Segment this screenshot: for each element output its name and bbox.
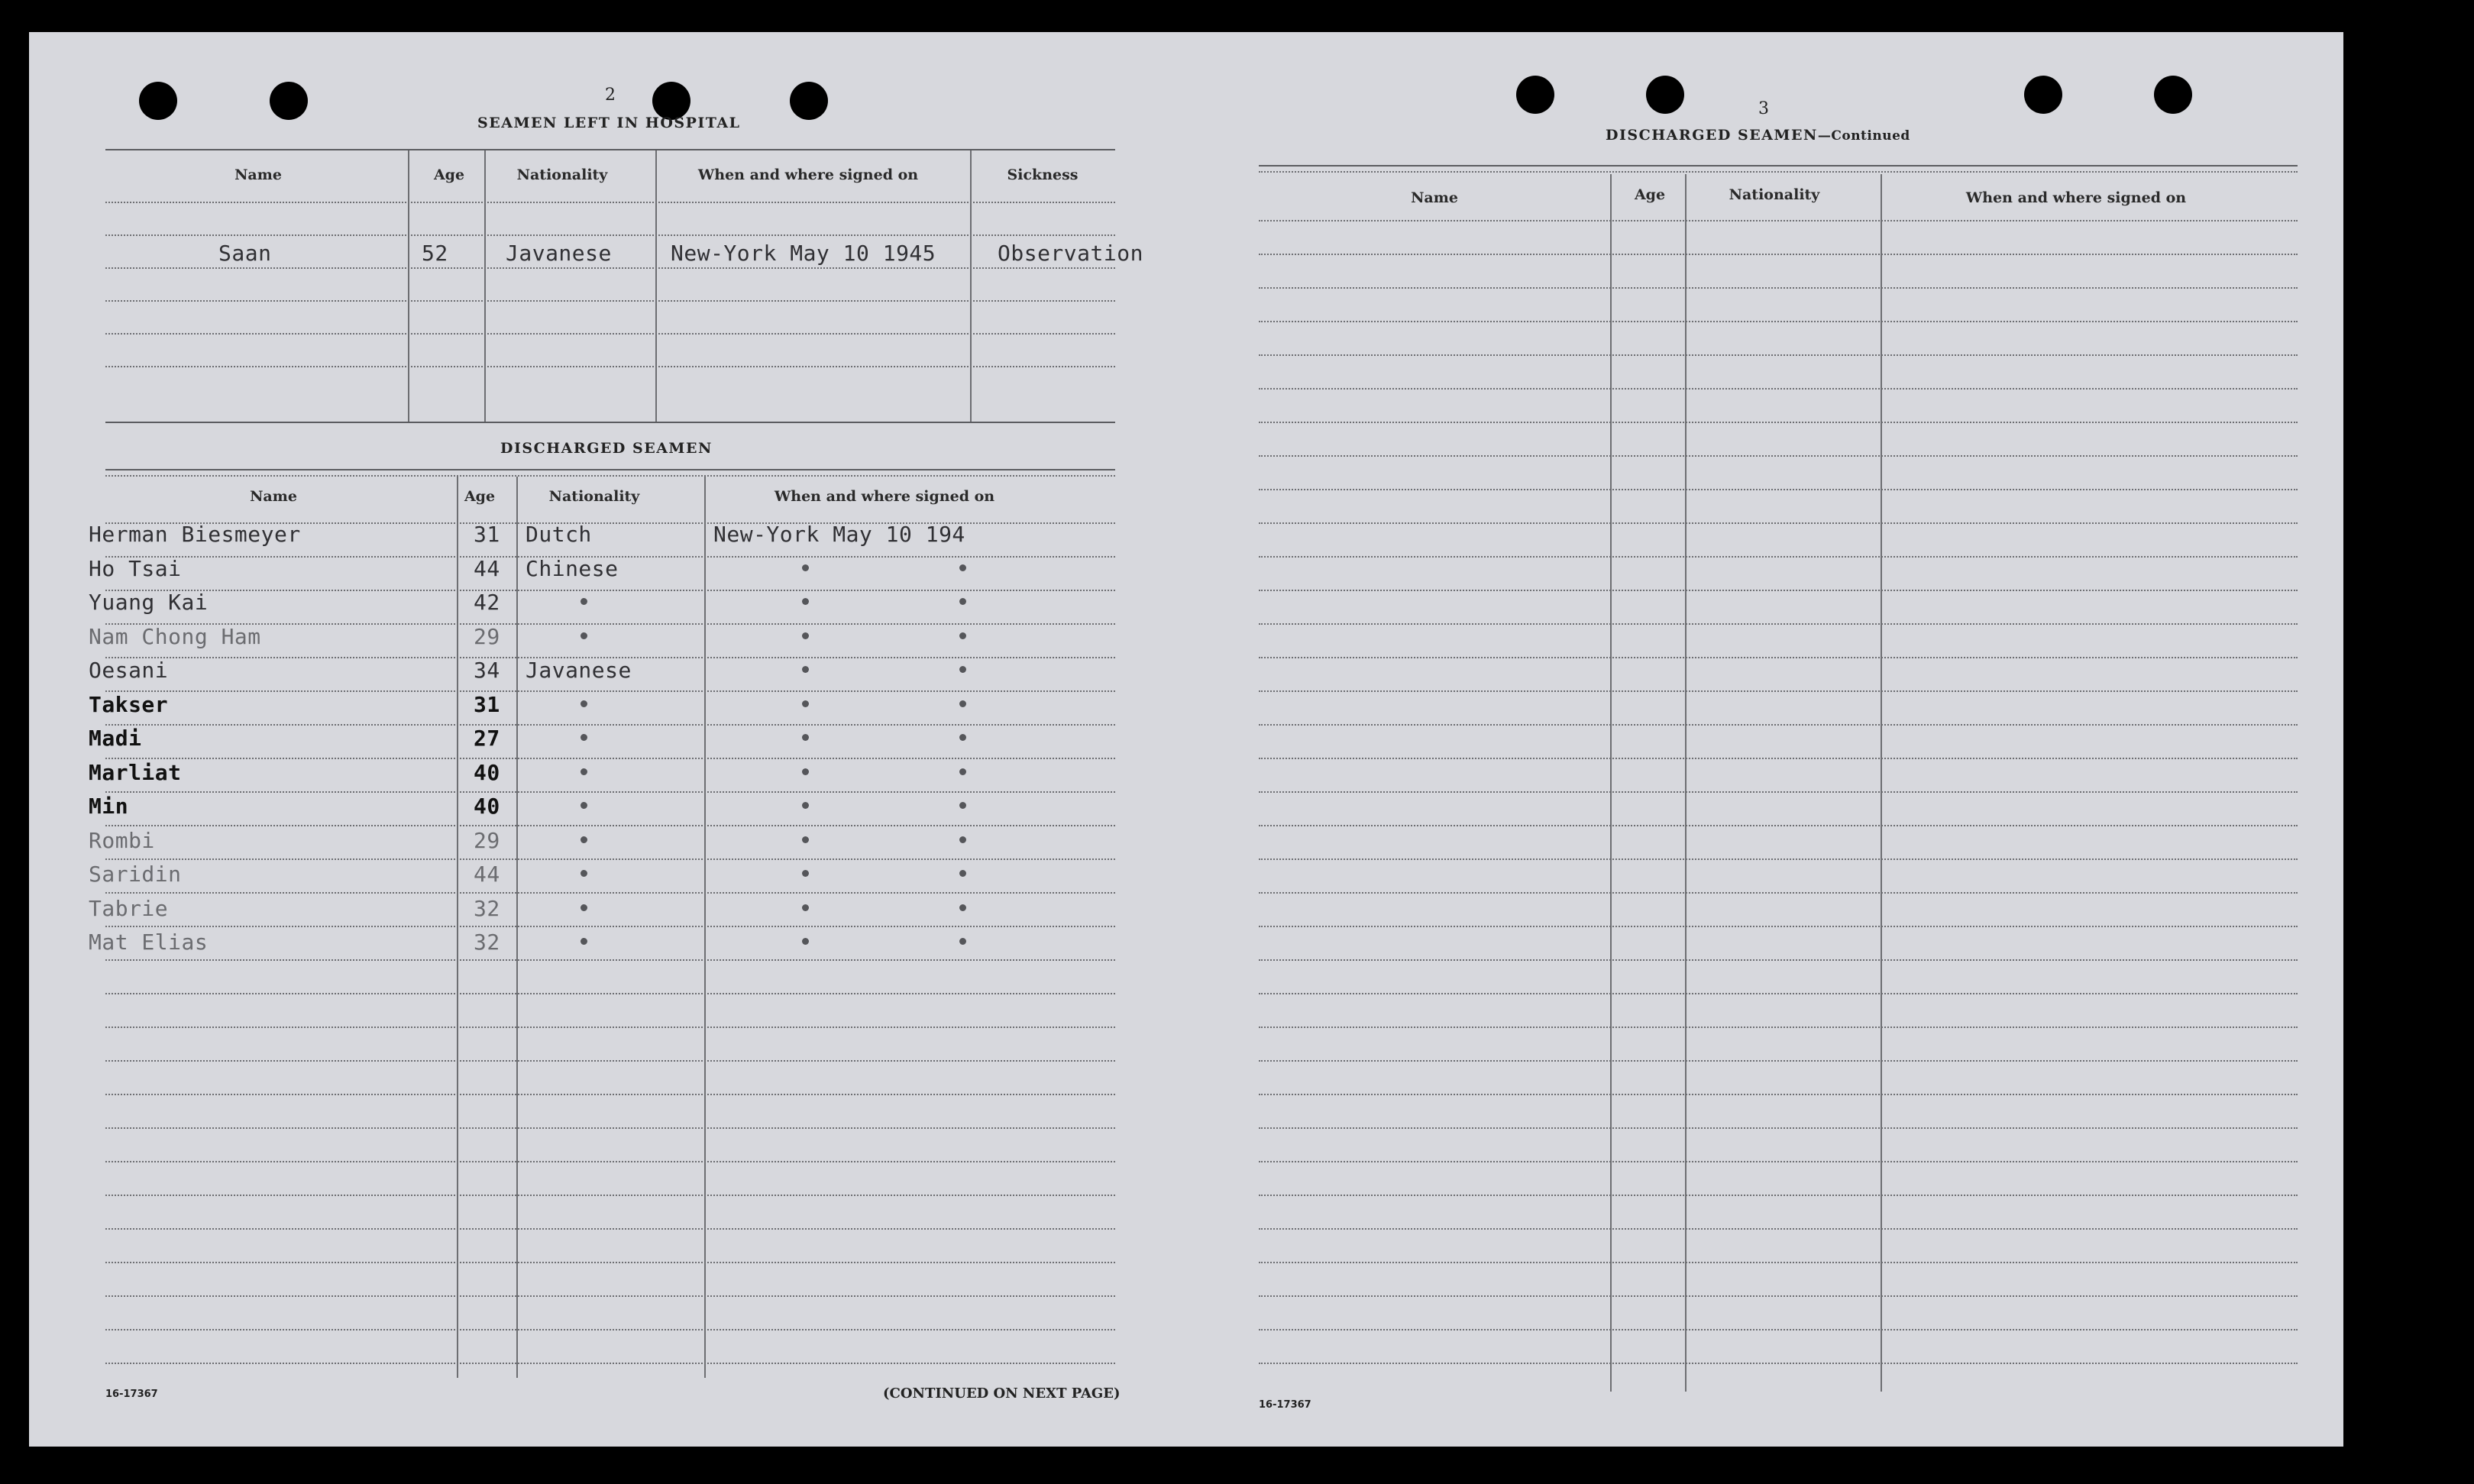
column-header: Nationality — [548, 488, 640, 505]
table-rule — [1259, 1060, 2298, 1062]
seaman-name: Takser — [89, 691, 169, 717]
continued-title-suffix: —Continued — [1817, 128, 1910, 144]
table-rule — [1259, 690, 2298, 692]
discharged-section-title: DISCHARGED SEAMEN — [500, 440, 713, 457]
seaman-name: Tabrie — [89, 895, 169, 921]
table-rule — [1259, 556, 2298, 558]
table-rule — [105, 758, 1115, 759]
table-rule — [1259, 1027, 2298, 1028]
ditto-mark — [802, 938, 809, 945]
seaman-age: 40 — [474, 794, 500, 819]
seaman-age: 32 — [474, 895, 500, 921]
column-rule — [1685, 174, 1687, 1392]
table-rule — [105, 1262, 1115, 1263]
seaman-name: Yuang Kai — [89, 590, 209, 615]
column-rule — [1881, 174, 1882, 1392]
column-rule — [457, 477, 458, 1378]
table-rule — [105, 469, 1115, 470]
ditto-mark — [802, 768, 809, 775]
table-rule — [105, 1027, 1115, 1028]
table-rule — [1259, 1262, 2298, 1263]
table-rule — [1259, 1127, 2298, 1129]
column-header: Age — [433, 167, 465, 183]
seaman-name: Oesani — [89, 658, 169, 683]
seaman-age: 29 — [474, 623, 500, 649]
ditto-mark — [802, 666, 809, 673]
seaman-name: Ho Tsai — [89, 555, 182, 581]
table-rule — [105, 1060, 1115, 1062]
table-rule — [1259, 657, 2298, 658]
table-rule — [105, 858, 1115, 860]
table-rule — [1259, 1161, 2298, 1162]
ledger-sheet — [29, 32, 2343, 1447]
table-rule — [105, 724, 1115, 726]
table-rule — [1259, 321, 2298, 322]
table-rule — [1259, 1094, 2298, 1095]
table-rule — [105, 791, 1115, 793]
ditto-mark — [581, 938, 587, 945]
ditto-mark — [581, 768, 587, 775]
table-rule — [105, 1295, 1115, 1297]
table-rule — [105, 1195, 1115, 1196]
ditto-mark — [581, 598, 587, 605]
column-header: Sickness — [1007, 167, 1079, 183]
table-rule — [1259, 1329, 2298, 1330]
hospital-sickness: Observation — [998, 241, 1143, 266]
seaman-name: Herman Biesmeyer — [89, 522, 301, 547]
seaman-name: Min — [89, 794, 129, 819]
seaman-age: 34 — [474, 658, 500, 683]
ditto-mark — [959, 632, 966, 639]
hospital-name: Saan — [218, 241, 272, 266]
seaman-age: 44 — [474, 862, 500, 887]
table-rule — [105, 1127, 1115, 1129]
table-rule — [1259, 489, 2298, 490]
seaman-name: Madi — [89, 726, 142, 751]
ditto-mark — [802, 802, 809, 809]
ditto-mark — [802, 564, 809, 571]
continued-title-main: DISCHARGED SEAMEN — [1606, 127, 1818, 144]
column-rule — [1610, 174, 1612, 1392]
punch-hole — [2024, 76, 2062, 114]
hospital-age: 52 — [422, 241, 448, 266]
table-rule — [1259, 287, 2298, 289]
table-rule — [105, 1161, 1115, 1162]
ditto-mark — [581, 632, 587, 639]
hospital-nationality: Javanese — [506, 241, 612, 266]
table-rule — [1259, 623, 2298, 625]
table-rule — [1259, 1228, 2298, 1230]
table-rule — [105, 1329, 1115, 1330]
ditto-mark — [959, 938, 966, 945]
seaman-age: 31 — [474, 522, 500, 547]
seaman-age: 27 — [474, 726, 500, 751]
continued-section-title — [1606, 127, 1910, 144]
table-rule — [1259, 422, 2298, 423]
ditto-mark — [959, 734, 966, 741]
table-rule — [1259, 220, 2298, 221]
table-rule — [1259, 1195, 2298, 1196]
column-header: Name — [1411, 189, 1458, 206]
ditto-mark — [959, 768, 966, 775]
column-header: When and where signed on — [697, 167, 919, 183]
column-header: Name — [234, 167, 282, 183]
table-rule — [1259, 522, 2298, 524]
table-rule — [105, 422, 1115, 423]
punch-hole — [1646, 76, 1684, 114]
table-rule — [105, 1228, 1115, 1230]
table-rule — [105, 926, 1115, 927]
page-number: 3 — [1758, 99, 1769, 118]
punch-hole — [139, 82, 177, 120]
table-rule — [1259, 590, 2298, 591]
seaman-age: 40 — [474, 759, 500, 785]
seaman-age: 29 — [474, 827, 500, 853]
ditto-mark — [959, 870, 966, 877]
column-rule — [655, 150, 657, 422]
ditto-mark — [581, 734, 587, 741]
continued-note: (CONTINUED ON NEXT PAGE) — [883, 1385, 1121, 1402]
ditto-mark — [802, 836, 809, 843]
table-rule — [1259, 165, 2298, 167]
ditto-mark — [959, 564, 966, 571]
form-number: 16-17367 — [105, 1389, 158, 1400]
table-rule — [105, 234, 1115, 236]
column-rule — [408, 150, 409, 422]
seaman-nationality: Javanese — [526, 658, 632, 683]
ditto-mark — [959, 666, 966, 673]
seaman-name: Saridin — [89, 862, 182, 887]
column-header: Age — [464, 488, 496, 505]
ditto-mark — [581, 836, 587, 843]
table-rule — [1259, 791, 2298, 793]
table-rule — [1259, 959, 2298, 961]
column-rule — [516, 477, 518, 1378]
table-rule — [1259, 926, 2298, 927]
table-rule — [1259, 892, 2298, 894]
ditto-mark — [802, 904, 809, 911]
column-header: Nationality — [1729, 186, 1820, 203]
ditto-mark — [802, 598, 809, 605]
table-rule — [1259, 993, 2298, 994]
ditto-mark — [959, 836, 966, 843]
punch-hole — [270, 82, 308, 120]
table-rule — [105, 333, 1115, 335]
table-rule — [1259, 354, 2298, 356]
ditto-mark — [581, 870, 587, 877]
table-rule — [105, 892, 1115, 894]
seaman-name: Nam Chong Ham — [89, 623, 261, 649]
table-rule — [105, 993, 1115, 994]
ditto-mark — [581, 700, 587, 707]
table-rule — [105, 300, 1115, 302]
table-rule — [1259, 254, 2298, 255]
hospital-signed-on: New-York May 10 1945 — [671, 241, 936, 266]
seaman-signed-on: New-York May 10 194 — [713, 522, 965, 547]
seaman-nationality: Dutch — [526, 522, 592, 547]
punch-hole — [2154, 76, 2192, 114]
punch-hole — [790, 82, 828, 120]
column-header: Nationality — [516, 167, 608, 183]
ditto-mark — [959, 904, 966, 911]
table-rule — [1259, 758, 2298, 759]
seaman-age: 44 — [474, 555, 500, 581]
punch-hole — [1516, 76, 1554, 114]
seaman-name: Marliat — [89, 759, 182, 785]
ditto-mark — [581, 904, 587, 911]
table-rule — [105, 690, 1115, 692]
seaman-age: 32 — [474, 930, 500, 955]
table-rule — [105, 590, 1115, 591]
column-rule — [704, 477, 706, 1378]
table-rule — [1259, 858, 2298, 860]
page-number: 2 — [605, 86, 616, 105]
table-rule — [105, 149, 1115, 150]
column-rule — [484, 150, 486, 422]
table-rule — [105, 1094, 1115, 1095]
ditto-mark — [959, 598, 966, 605]
table-rule — [1259, 455, 2298, 457]
ditto-mark — [802, 632, 809, 639]
seaman-name: Mat Elias — [89, 930, 209, 955]
table-rule — [1259, 1295, 2298, 1297]
form-number: 16-17367 — [1259, 1399, 1311, 1411]
seaman-age: 31 — [474, 691, 500, 717]
table-rule — [105, 825, 1115, 826]
table-rule — [1259, 724, 2298, 726]
table-rule — [1259, 825, 2298, 826]
table-rule — [105, 202, 1115, 203]
ditto-mark — [802, 734, 809, 741]
seaman-nationality: Chinese — [526, 555, 619, 581]
column-header: When and where signed on — [1965, 189, 2187, 206]
table-rule — [105, 267, 1115, 269]
column-header: Age — [1634, 186, 1666, 203]
column-rule — [970, 150, 972, 422]
table-rule — [105, 1363, 1115, 1364]
ditto-mark — [581, 802, 587, 809]
ditto-mark — [802, 870, 809, 877]
seaman-name: Rombi — [89, 827, 155, 853]
table-rule — [1259, 1363, 2298, 1364]
ditto-mark — [959, 700, 966, 707]
ditto-mark — [802, 700, 809, 707]
hospital-section-title: SEAMEN LEFT IN HOSPITAL — [477, 115, 741, 131]
table-rule — [105, 475, 1115, 477]
ditto-mark — [959, 802, 966, 809]
column-header: Name — [250, 488, 297, 505]
column-header: When and where signed on — [774, 488, 995, 505]
table-rule — [1259, 388, 2298, 390]
table-rule — [1259, 171, 2298, 173]
table-rule — [105, 366, 1115, 367]
table-rule — [105, 959, 1115, 961]
seaman-age: 42 — [474, 590, 500, 615]
